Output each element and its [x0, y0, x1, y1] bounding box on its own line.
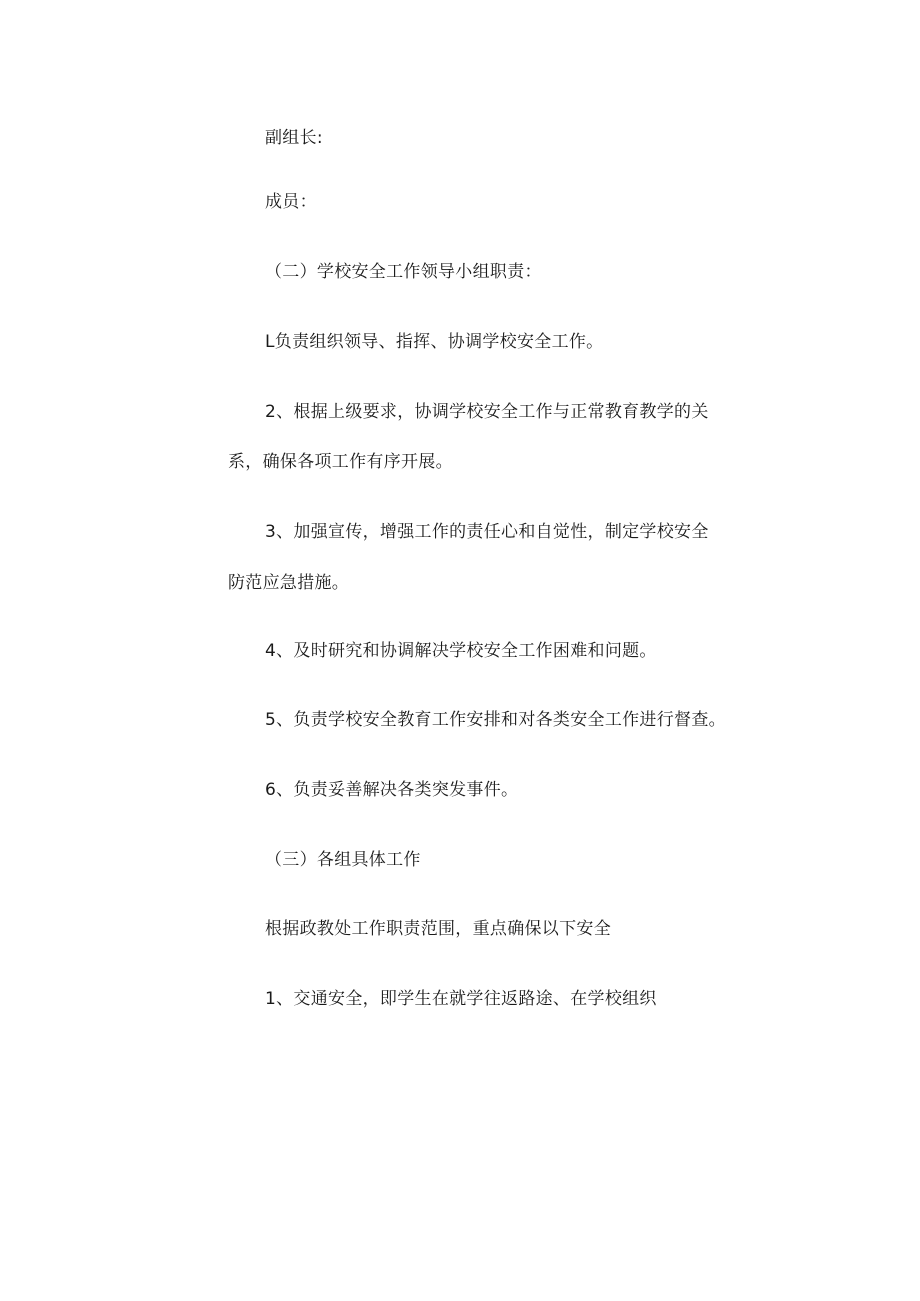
duty-item-6: 6、负责妥善解决各类突发事件。 [265, 780, 519, 800]
safety-item-1: 1、交通安全，即学生在就学往返路途、在学校组织 [265, 989, 657, 1009]
section-3-heading: （三）各组具体工作 [265, 850, 421, 870]
section-3-intro: 根据政教处工作职责范围，重点确保以下安全 [265, 919, 611, 939]
duty-item-1: L负责组织领导、指挥、协调学校安全工作。 [265, 332, 604, 352]
duty-item-5: 5、负责学校安全教育工作安排和对各类安全工作进行督查。 [265, 710, 726, 730]
duty-item-4: 4、及时研究和协调解决学校安全工作困难和问题。 [265, 641, 657, 661]
deputy-leader-line: 副组长: [265, 128, 323, 148]
duty-item-3-part-2: 防范应急措施。 [228, 573, 350, 593]
duty-item-2-part-2: 系，确保各项工作有序开展。 [228, 452, 453, 472]
section-2-heading: （二）学校安全工作领导小组职责： [265, 262, 542, 282]
duty-item-3-part-1: 3、加强宣传，增强工作的责任心和自觉性，制定学校安全 [265, 522, 709, 542]
duty-item-2-part-1: 2、根据上级要求，协调学校安全工作与正常教育教学的关 [265, 402, 709, 422]
members-line: 成员： [265, 192, 317, 212]
